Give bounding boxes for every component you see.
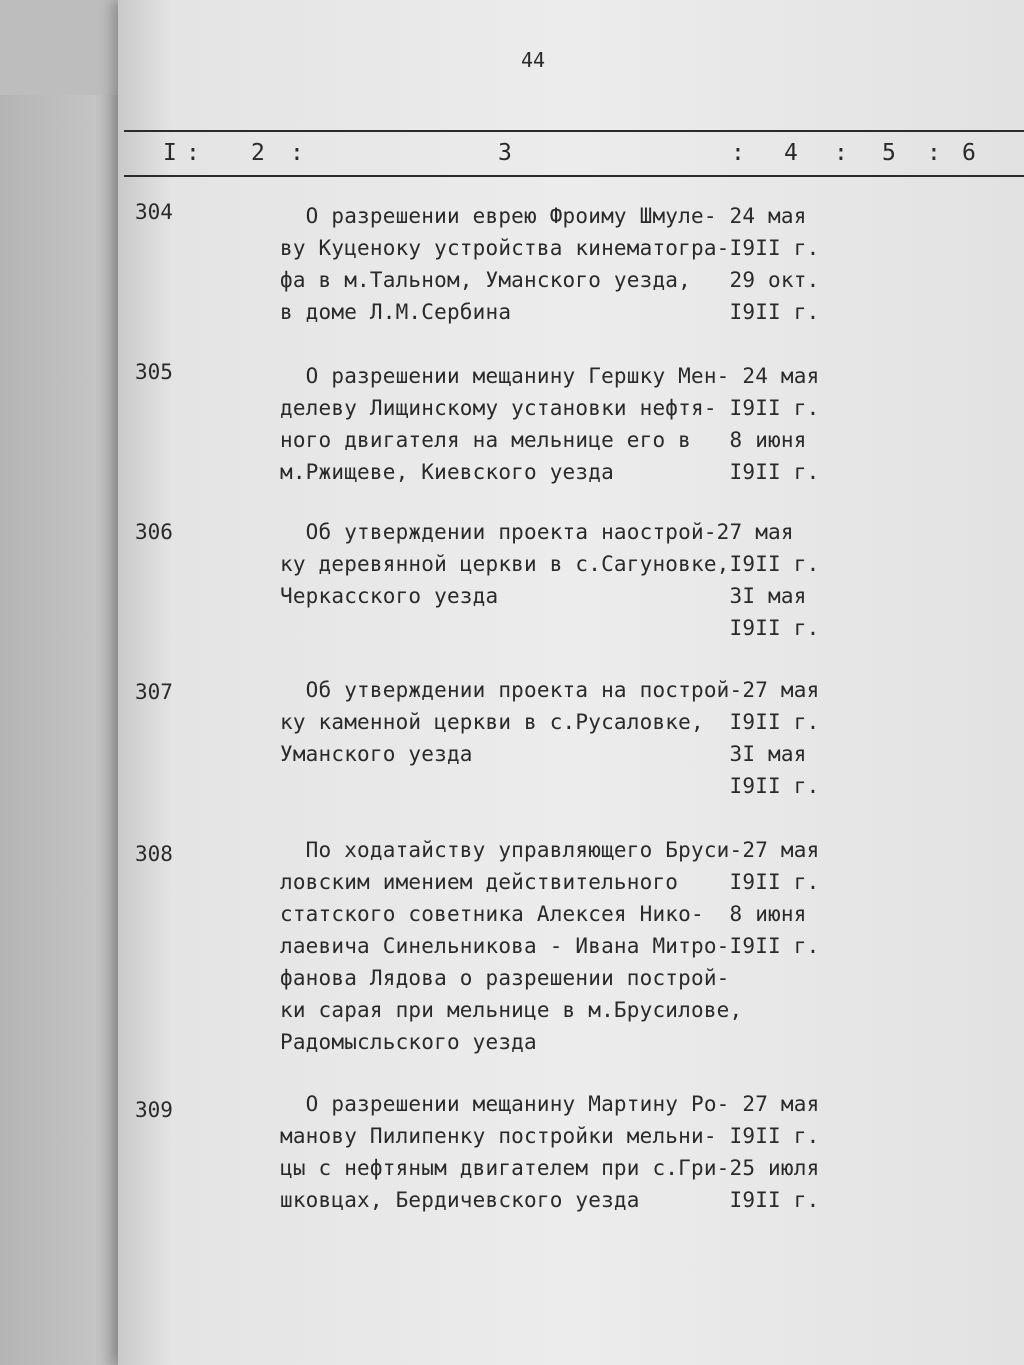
entry-text-line: О разрешении мещанину Мартину Ро- 27 мая (280, 1092, 820, 1116)
entry-text-line: ловским имением действительного I9II г. (280, 870, 820, 894)
entry-text-line: О разрешении еврею Фроиму Шмуле- 24 мая (280, 204, 807, 228)
entry-text-line: I9II г. (280, 774, 820, 798)
entry-text-line: статского советника Алексея Нико- 8 июня (280, 902, 807, 926)
entry-text-line: манову Пилипенку постройки мельни- I9II г. (280, 1124, 820, 1148)
column-header-6: 6 (962, 140, 976, 166)
entry-text-line: ку каменной церкви в с.Русаловке, I9II г. (280, 710, 820, 734)
column-header-sep: : (834, 140, 848, 166)
entry-text-line: фа в м.Тальном, Уманского уезда, 29 окт. (280, 268, 820, 292)
entry-number: 305 (135, 360, 173, 384)
entry-text-line: делеву Лищинскому установки нефтя- I9II г. (280, 396, 820, 420)
previous-page-edge (0, 95, 135, 1365)
column-header-5: 5 (882, 140, 896, 166)
entry-text-line: По ходатайству управляющего Бруси-27 мая (280, 838, 820, 862)
entry-number: 308 (135, 842, 173, 866)
column-header-sep: : (927, 140, 941, 166)
entry-number: 304 (135, 200, 173, 224)
entry-text-line: ку деревянной церкви в с.Сагуновке,I9II г. (280, 552, 820, 576)
entry-text-line: ного двигателя на мельнице его в 8 июня (280, 428, 807, 452)
column-header-sep: : (731, 140, 745, 166)
entry-text-line: в доме Л.М.Сербина I9II г. (280, 300, 820, 324)
column-header-1: I (163, 140, 177, 166)
column-header-3: 3 (498, 140, 512, 166)
entry-text-line: фанова Лядова о разрешении построй- (280, 966, 730, 990)
entry-text-line: I9II г. (280, 616, 820, 640)
entry-text-line: ву Куценоку устройства кинематогра-I9II г. (280, 236, 820, 260)
entry-text-line: шковцах, Бердичевского уезда I9II г. (280, 1188, 820, 1212)
entry-text-line: ки сарая при мельнице в м.Брусилове, (280, 998, 743, 1022)
entry-text-line: Уманского уезда 3I мая (280, 742, 807, 766)
entry-number: 309 (135, 1098, 173, 1122)
column-header-4: 4 (784, 140, 798, 166)
entry-text-line: Черкасского уезда 3I мая (280, 584, 807, 608)
entry-number: 306 (135, 520, 173, 544)
entry-text-line: О разрешении мещанину Гершку Мен- 24 мая (280, 364, 820, 388)
entry-text-line: м.Ржищеве, Киевского уезда I9II г. (280, 460, 820, 484)
header-rule-bottom (124, 175, 1024, 177)
entry-text-line: лаевича Синельникова - Ивана Митро-I9II г. (280, 934, 820, 958)
column-header-2: 2 (251, 140, 265, 166)
page-number: 44 (521, 48, 546, 72)
column-header-sep: : (290, 140, 304, 166)
entry-number: 307 (135, 680, 173, 704)
entry-text-line: Об утверждении проекта наострой-27 мая (280, 520, 794, 544)
entry-text-line: Радомысльского уезда (280, 1030, 537, 1054)
entry-text-line: цы с нефтяным двигателем при с.Гри-25 июля (280, 1156, 820, 1180)
entry-text-line: Об утверждении проекта на построй-27 мая (280, 678, 820, 702)
header-rule-top (124, 130, 1024, 132)
column-header-sep: : (186, 140, 200, 166)
